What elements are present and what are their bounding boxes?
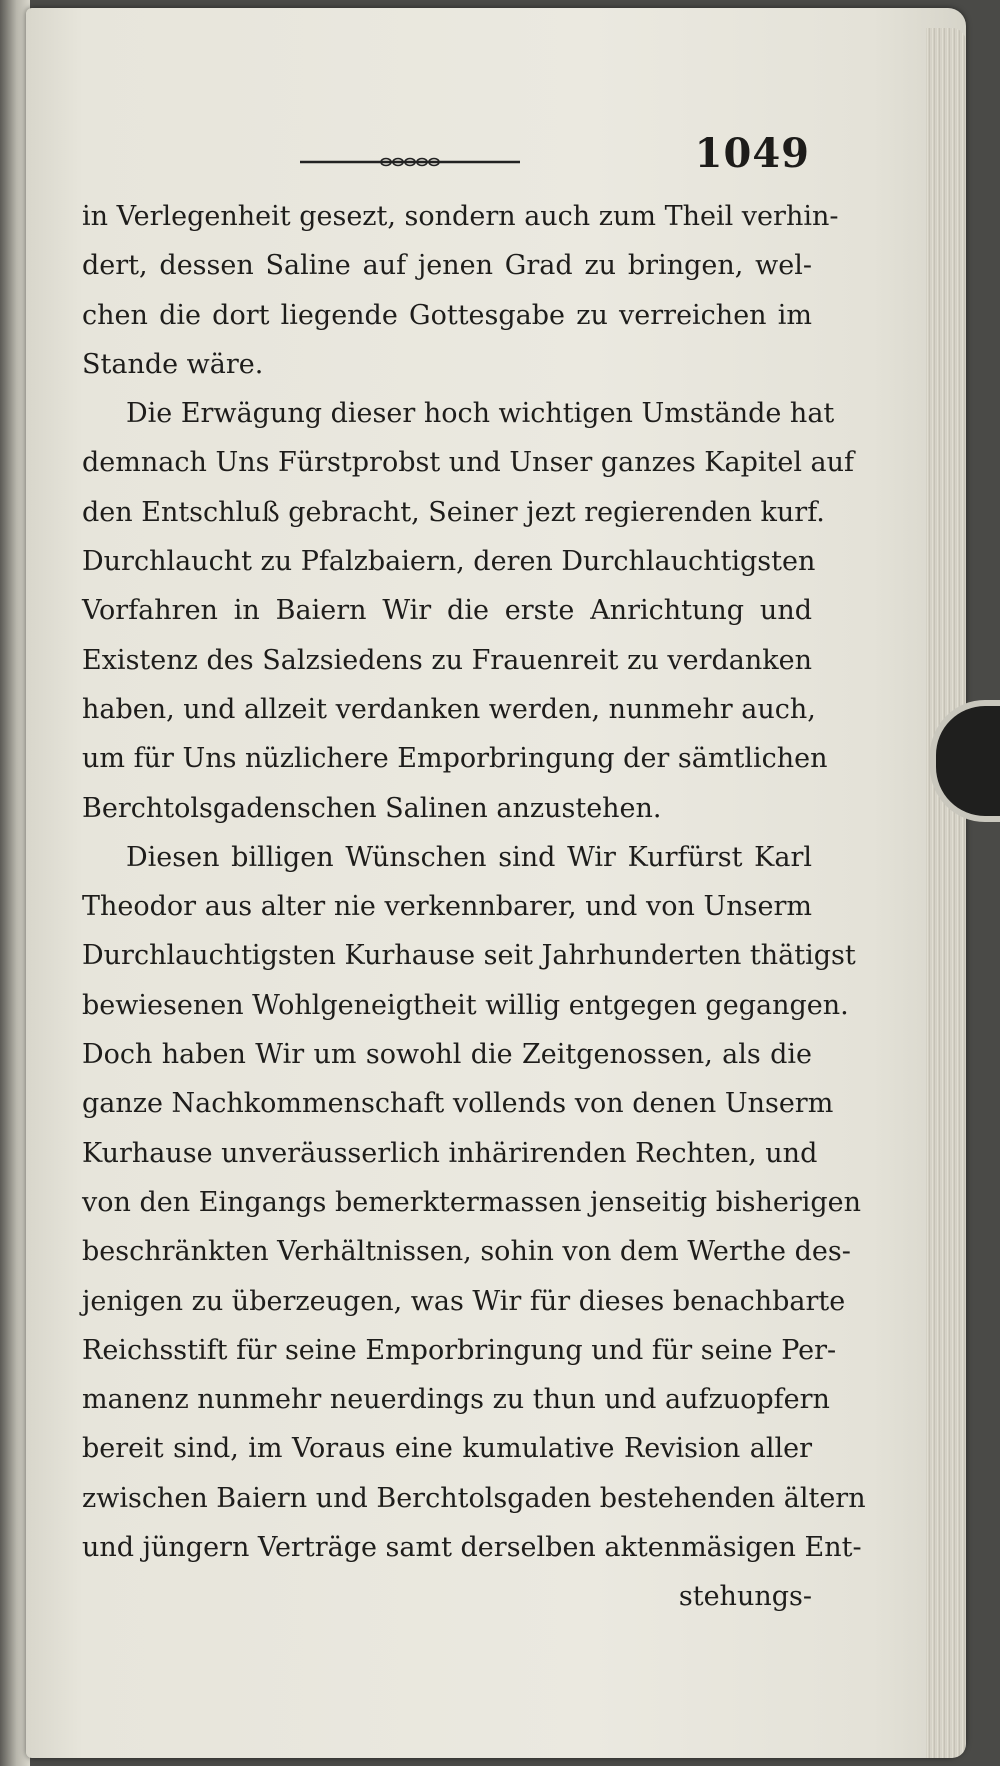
text-line: Vorfahren in Baiern Wir die erste Anrichtung und [82,595,812,627]
text-line: jenigen zu überzeugen, was Wir für dieses benachbarte [82,1285,846,1317]
text-line: Durchlaucht zu Pfalzbaiern, deren Durchlauchtigsten [82,546,816,578]
paragraph [82,389,855,833]
text-line: Reichsstift für seine Emporbringung und für seine Per- [82,1334,837,1366]
text-line: um für Uns nüzlichere Emporbringung der sämtlichen [82,743,828,775]
text-line: beschränkten Verhältnissen, sohin von dem Werthe des- [82,1236,851,1268]
text-line: Berchtolsgadenschen Salinen anzustehen. [82,792,662,824]
text-line: Durchlauchtigsten Kurhause seit Jahrhunderten thätigst [82,940,856,972]
catchword: stehungs- [678,1581,812,1613]
paragraph [82,833,866,1572]
text-line: demnach Uns Fürstprobst und Unser ganzes Kapitel auf [82,447,855,479]
page-block-edges [926,28,966,1758]
text-line: Doch haben Wir um sowohl die Zeitgenossen, als die [82,1039,812,1071]
text-line: Stande wäre. [82,348,264,380]
text-line: in Verlegenheit gesezt, sondern auch zum Theil verhin- [82,201,839,232]
text-line: Existenz des Salzsiedens zu Frauenreit zu verdanken [82,644,812,676]
page-number: 1049 [694,130,810,177]
text-line: Diesen billigen Wünschen sind Wir Kurfürst Karl [126,841,812,873]
paragraph [82,192,839,389]
text-line: manenz nunmehr neuerdings zu thun und aufzuopfern [82,1384,830,1416]
ornament-rule-graphic [300,156,520,168]
text-line: bewiesenen Wohlgeneigtheit willig entgegen gegangen. [82,989,849,1021]
text-line: ganze Nachkommenschaft vollends von denen Unserm [82,1088,834,1120]
body-text [82,192,866,1622]
text-line: chen die dort liegende Gottesgabe zu verreichen im [82,299,812,331]
text-line: und jüngern Verträge samt derselben aktenmäsigen Ent- [82,1532,862,1564]
text-line: dert, dessen Saline auf jenen Grad zu bringen, wel- [82,250,812,282]
text-line: Die Erwägung dieser hoch wichtigen Umstände hat [126,398,835,430]
text-line: bereit sind, im Voraus eine kumulative Revision aller [82,1433,812,1465]
text-line: Theodor aus alter nie verkennbarer, und von Unserm [82,891,812,923]
text-line: haben, und allzeit verdanken werden, nunmehr auch, [82,693,816,725]
text-line: zwischen Baiern und Berchtolsgaden bestehenden ältern [82,1482,866,1514]
text-line: den Entschluß gebracht, Seiner jezt regierenden kurf. [82,496,825,528]
text-line: von den Eingangs bemerktermassen jenseitig bisherigen [82,1186,862,1218]
text-line: Kurhause unveräusserlich inhärirenden Rechten, und [82,1137,818,1169]
header-ornament-rule [300,156,520,168]
page-header [290,130,810,190]
